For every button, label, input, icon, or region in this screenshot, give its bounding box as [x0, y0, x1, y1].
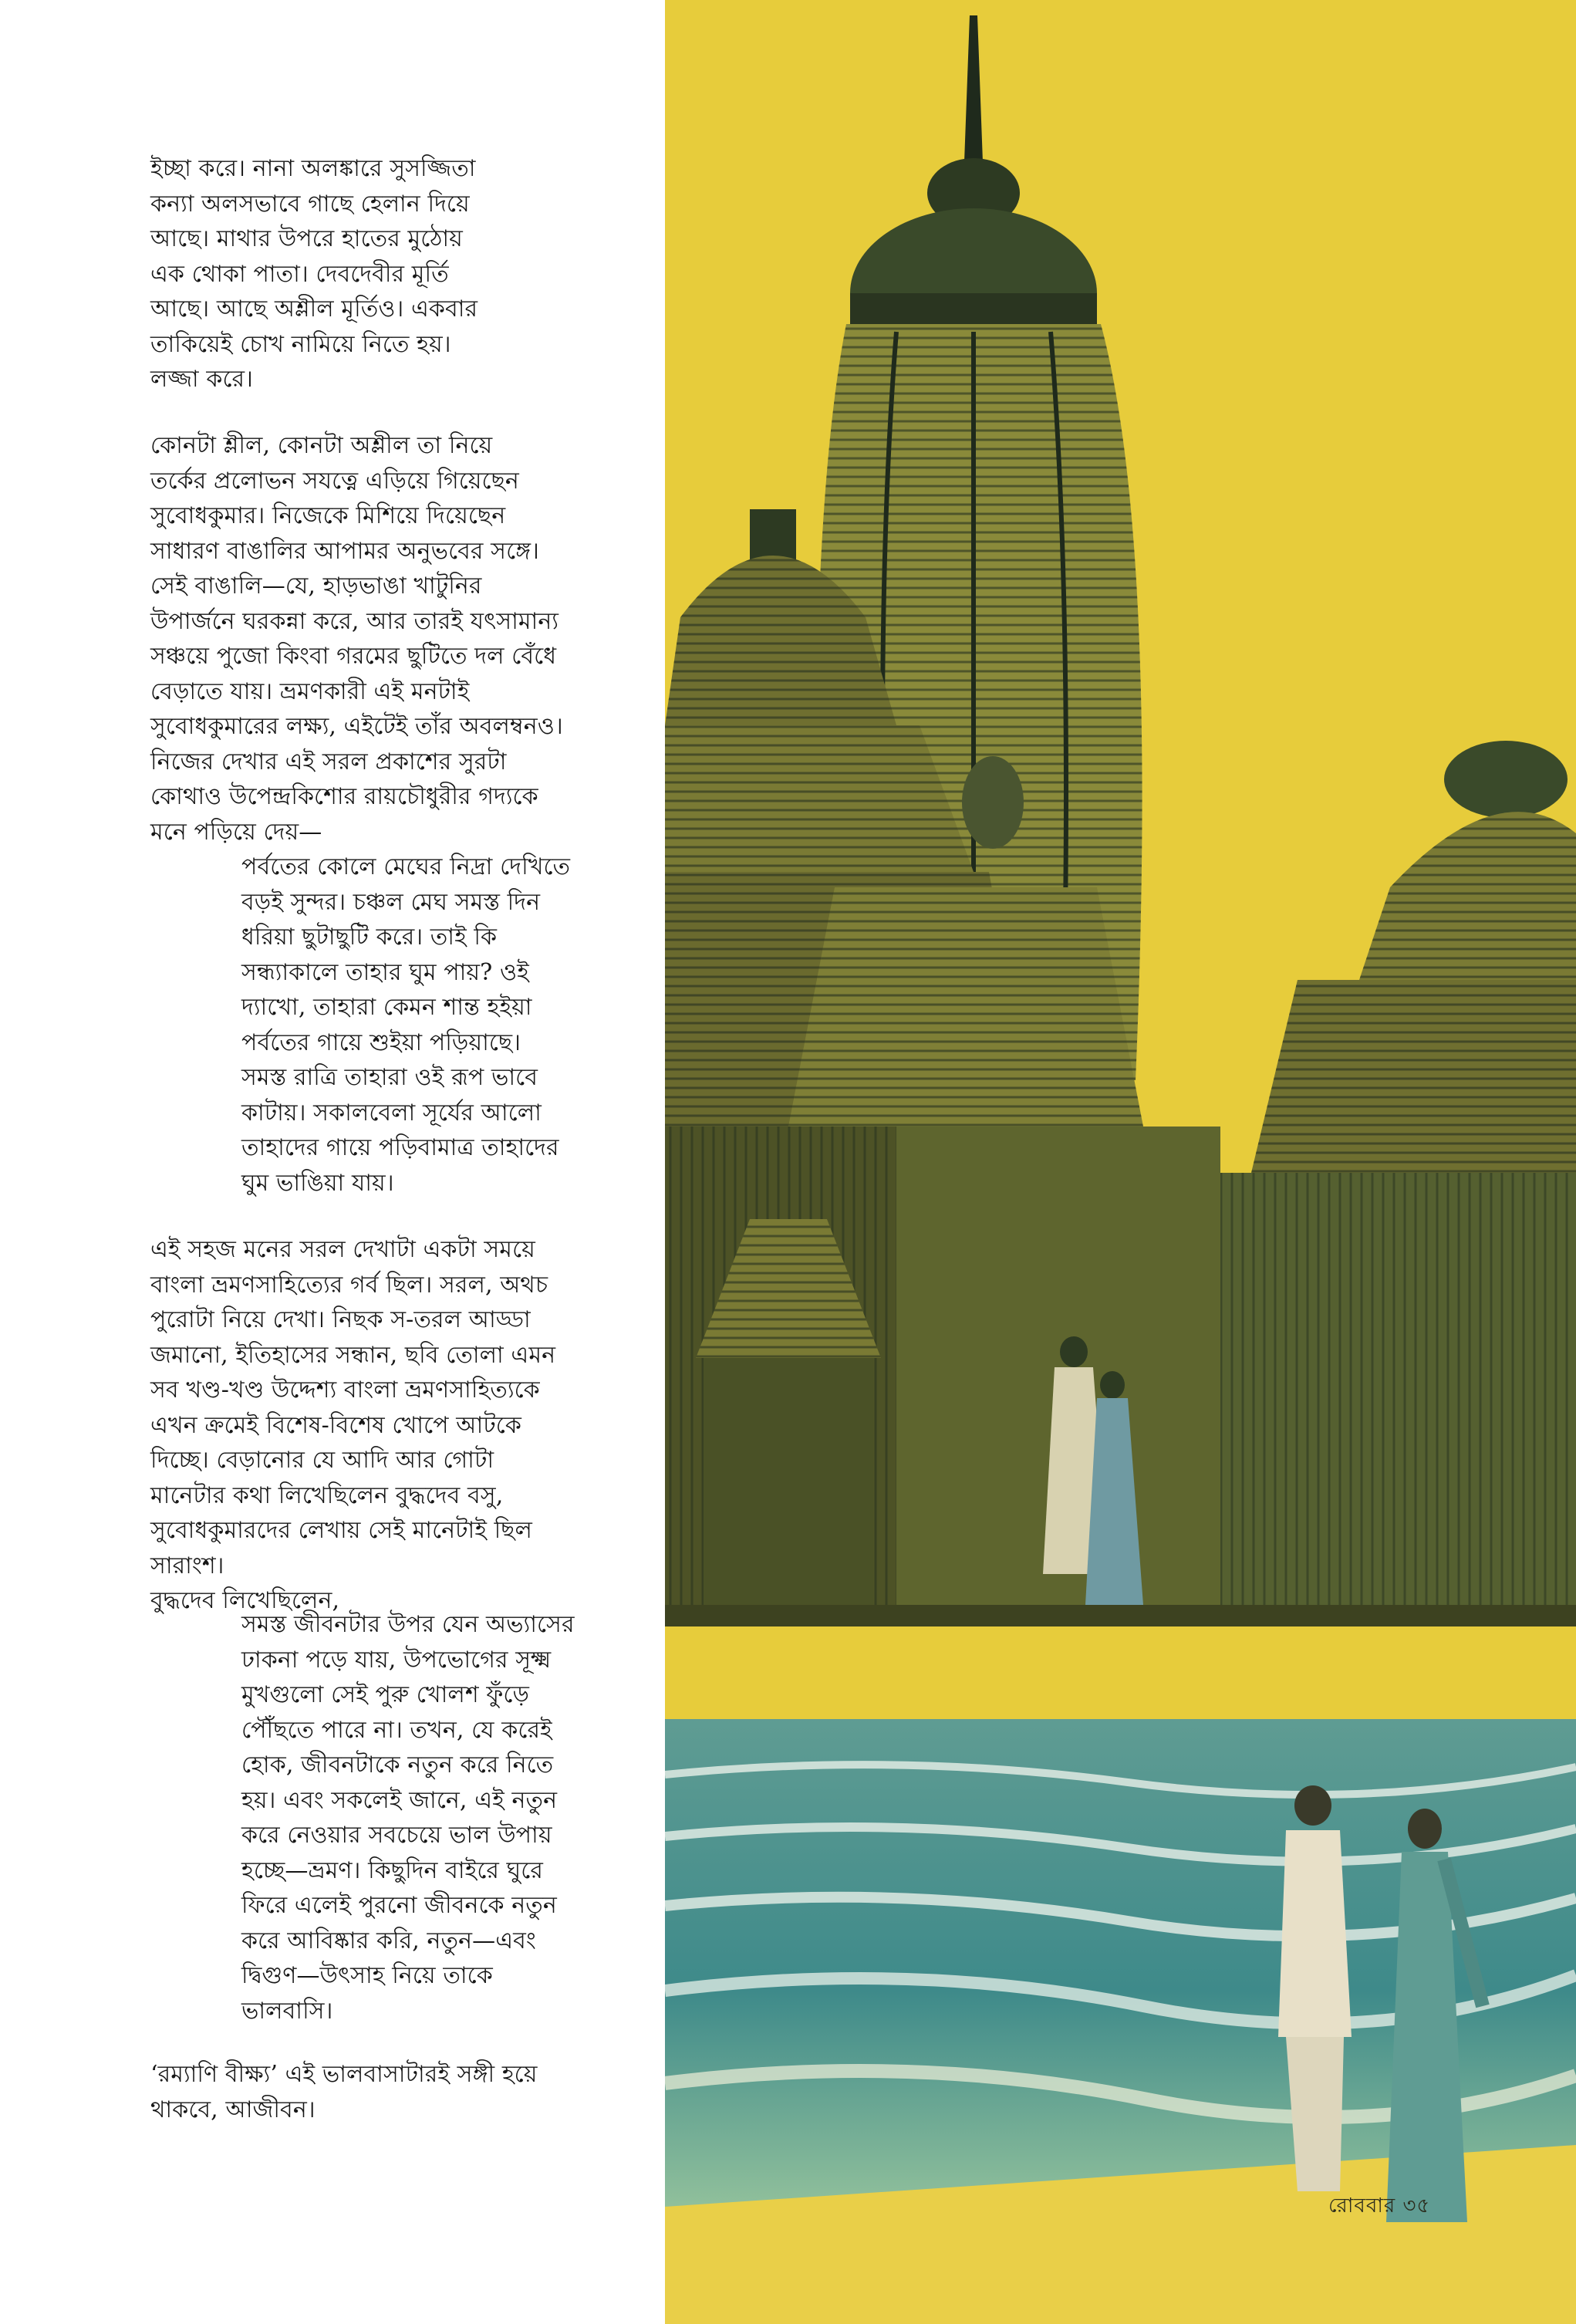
magazine-name: রোববার [1328, 2194, 1396, 2218]
blockquote-buddhadeb: সমস্ত জীবনটার উপর যেন অভ্যাসের ঢাকনা পড়ে যায়, উপভোগের সূক্ষ্ম মুখগুলো সেই পুরু খোলশ ফুঁড়ে পৌঁছতে পারে না। তখন, যে করেই হোক, জীবনটাকে নতুন করে নিতে হয়। এবং সকলেই জানে, এই নতুন করে নেওয়ার সবচেয়ে ভাল উপায় হচ্ছে—ভ্রমণ। কিছুদিন বাইরে ঘুরে ফিরে এলেই পুরনো জীবনকে নতুন করে আবিষ্কার করি, নতুন—এবং দ্বিগুণ—উৎসাহ নিয়ে তাকে ভালবাসি। [241, 1611, 575, 2025]
paragraph-2: কোনটা শ্লীল, কোনটা অশ্লীল তা নিয়ে তর্কের প্রলোভন সযত্নে এড়িয়ে গিয়েছেন সুবোধকুমার। নিজেকে মিশিয়ে দিয়েছেন সাধারণ বাঙালির আপামর অনুভবের সঙ্গে। সেই বাঙালি—যে, হাড়ভাঙা খাটুনির উপার্জনে ঘরকন্না করে, আর তারই যৎসামান্য সঞ্চয়ে পুজো কিংবা গরমের ছুটিতে দল বেঁধে বেড়াতে যায়। ভ্রমণকারী এই মনটাই সুবোধকুমারের লক্ষ্য, এইটেই তাঁর অবলম্বনও। নিজের দেখার এই সরল প্রকাশের সুরটা কোথাও উপেন্দ্রকিশোর রায়চৌধুরীর গদ্যকে মনে পড়িয়ে দেয়— [150, 432, 563, 846]
paragraph-3: এই সহজ মনের সরল দেখাটা একটা সময়ে বাংলা ভ্রমণসাহিত্যের গর্ব ছিল। সরল, অথচ পুরোটা নিয়ে দেখা। নিছক স-তরল আড্ডা জমানো, ইতিহাসের সন্ধান, ছবি তোলা এমন সব খণ্ড-খণ্ড উদ্দেশ্য বাংলা ভ্রমণসাহিত্যকে এখন ক্রমেই বিশেষ-বিশেষ খোপে আটকে দিচ্ছে। বেড়ানোর যে আদি আর গোটা মানেটার কথা লিখেছিলেন বুদ্ধদেব বসু, সুবোধকুমারদের লেখায় সেই মানেটাই ছিল সারাংশ। বুদ্ধদেব লিখেছিলেন, [150, 1236, 556, 1614]
page-folio [1328, 2190, 1430, 2224]
page-number: ৩৫ [1402, 2194, 1431, 2218]
article-text-column [0, 0, 665, 2324]
paragraph-4: ‘রম্যাণি বীক্ষ্য’ এই ভালবাসাটারই সঙ্গী হয়ে থাকবে, আজীবন। [150, 2061, 538, 2123]
paragraph-1: ইচ্ছা করে। নানা অলঙ্কারে সুসজ্জিতা কন্যা অলসভাবে গাছে হেলান দিয়ে আছে। মাথার উপরে হাতের মুঠোয় এক থোকা পাতা। দেবদেবীর মূর্তি আছে। আছে অশ্লীল মূর্তিও। একবার তাকিয়েই চোখ নামিয়ে নিতে হয়। লজ্জা করে। [150, 155, 478, 393]
blockquote-upendrakishore: পর্বতের কোলে মেঘের নিদ্রা দেখিতে বড়ই সুন্দর। চঞ্চল মেঘ সমস্ত দিন ধরিয়া ছুটাছুটি করে। তাই কি সন্ধ্যাকালে তাহার ঘুম পায়? ওই দ্যাখো, তাহারা কেমন শান্ত হইয়া পর্বতের গায়ে শুইয়া পড়িয়াছে। সমস্ত রাত্রি তাহারা ওই রূপ ভাবে কাটায়। সকালবেলা সূর্যের আলো তাহাদের গায়ে পড়িবামাত্র তাহাদের ঘুম ভাঙিয়া যায়। [241, 853, 571, 1197]
illustration-panel [665, 0, 1576, 2324]
temple-sea-illustration [665, 0, 1576, 2324]
